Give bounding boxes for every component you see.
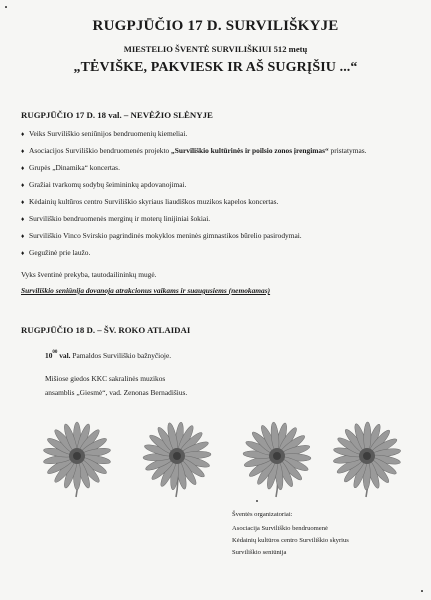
bullet-icon: ♦ bbox=[21, 131, 25, 138]
choir-line-2: ansamblis „Giesmė“, vad. Zenonas Bernadišius. bbox=[45, 388, 188, 397]
daisy-icon bbox=[34, 420, 120, 498]
section2-heading: RUGPJŪČIO 18 D. – ŠV. ROKO ATLAIDAI bbox=[21, 325, 191, 335]
list-item: ♦ Grupės „Dinamika“ koncertas. bbox=[21, 163, 120, 172]
list-item: ♦ Asociacijos Surviliškio bendruomenės projekto „Surviliškio kultūrinės ir poilsio zonos įrengimas“ pristatymas. bbox=[21, 146, 367, 155]
daisy-icon bbox=[134, 420, 220, 498]
event-slogan: „TĖVIŠKE, PAKVIESK IR AŠ SUGRĮŠIU ...“ bbox=[73, 60, 358, 75]
list-item: ♦ Surviliškio bendruomenės merginų ir moterų linijiniai šokiai. bbox=[21, 214, 211, 223]
attractions-note: Surviliškio seniūnija dovanoja atrakcionus vaikams ir suaugusiems (nemokamas) bbox=[21, 286, 271, 295]
fair-note: Vyks šventinė prekyba, tautodailininkų mugė. bbox=[21, 270, 157, 279]
list-item: ♦ Gražiai tvarkomų sodybų šeimininkų apdovanojimai. bbox=[21, 180, 187, 189]
daisy-icon bbox=[324, 420, 410, 498]
page-subtitle: MIESTELIO ŠVENTĖ SURVILIŠKIUI 512 metų bbox=[123, 44, 308, 54]
section1-heading: RUGPJŪČIO 17 D. 18 val. – NEVĖŽIO SLĖNYJE bbox=[21, 110, 213, 120]
list-item: ♦ Veiks Surviliškio seniūnijos bendruomenių kiemeliai. bbox=[21, 129, 188, 138]
scan-speck bbox=[256, 500, 258, 502]
bullet-icon: ♦ bbox=[21, 182, 25, 189]
bullet-icon: ♦ bbox=[21, 148, 25, 155]
page-title: RUGPJŪČIO 17 D. SURVILIŠKYJE bbox=[92, 18, 339, 34]
scan-speck bbox=[421, 590, 423, 592]
organizer-item: Kėdainių kultūros centro Surviliškio skyrius bbox=[232, 537, 349, 544]
list-item: ♦ Surviliškio Vinco Svirskio pagrindinės mokyklos meninės gimnastikos būrelio pasirodymai. bbox=[21, 231, 302, 240]
daisy-icon bbox=[234, 420, 320, 498]
organizers-label: Šventės organizatoriai: bbox=[232, 511, 293, 518]
organizer-item: Asociacija Surviliškio bendruomenė bbox=[232, 525, 328, 532]
bullet-icon: ♦ bbox=[21, 216, 25, 223]
bullet-icon: ♦ bbox=[21, 233, 25, 240]
list-item: ♦ Gegužinė prie laužo. bbox=[21, 248, 91, 257]
bullet-icon: ♦ bbox=[21, 199, 25, 206]
choir-line-1: Mišiose giedos KKC sakralinės muzikos bbox=[45, 374, 166, 383]
organizer-item: Surviliškio seniūnija bbox=[232, 549, 287, 556]
list-item: ♦ Kėdainių kultūros centro Surviliškio skyriaus liaudiškos muzikos kapelos koncertas. bbox=[21, 197, 279, 206]
bullet-icon: ♦ bbox=[21, 250, 25, 257]
bullet-icon: ♦ bbox=[21, 165, 25, 172]
scan-speck bbox=[5, 6, 7, 8]
mass-time: $10^{00}$ val. Pamaldos Surviliškio bažnyčioje. bbox=[45, 350, 172, 360]
